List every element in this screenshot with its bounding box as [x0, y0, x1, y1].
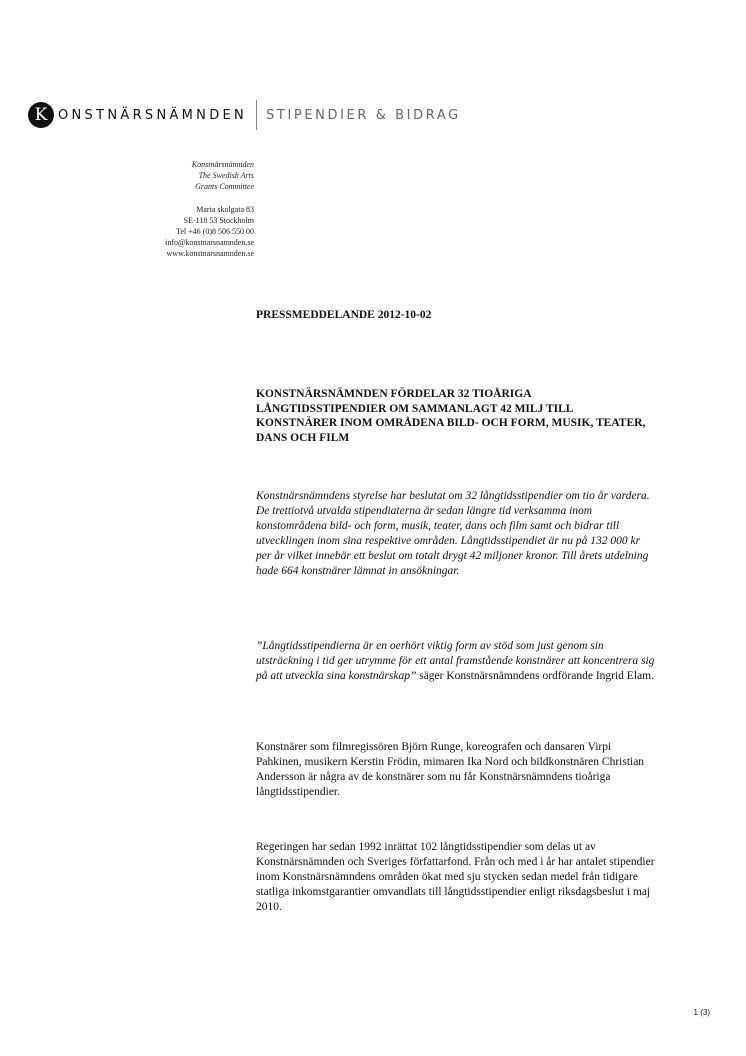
page-number: 1 (3) [693, 1008, 710, 1017]
lead-paragraph: Konstnärsnämndens styrelse har beslutat om 32 långtidsstipendier om tio år vardera. De trettiotvå utvalda stipendiaterna är sedan längre tid verksamma inom konstområdena bild- och form, musik, teater, dans och film samt och bidrar till utvecklingen inom sina respektive områden. Långtidsstipendiet är nu på 132 000 kr per år vilket innebär ett beslut om totalt drygt 42 miljoner kronor. Till årets utdelning hade 664 konstnärer lämnat in ansökningar. [256, 490, 650, 577]
address-gap [165, 192, 254, 204]
logo [28, 100, 461, 130]
address-postal: SE-118 53 Stockholm [183, 216, 254, 225]
org-name-sv: Konstnärsnämnden [191, 160, 254, 169]
paragraph-government: Regeringen har sedan 1992 inrättat 102 långtidsstipendier som delas ut av Konstnärsnämnden och Sveriges författarfond. Från och med i år har antalet stipendier inom Konstnärsnämndens områden ökat med sju stycken sedan medel från tidigare statliga inkomstgarantier omvandlats till långtidsstipendier enligt riksdagsbeslut i maj 2010. [256, 841, 655, 913]
logo-divider [256, 100, 257, 130]
org-name-en-2: Grants Committee [195, 182, 254, 191]
address-street: Maria skolgata 83 [196, 205, 254, 214]
press-release-label: PRESSMEDDELANDE 2012-10-02 [256, 309, 432, 321]
quote-text: ”Långtidsstipendierna är en oerhört viktig form av stöd som just genom sin utsträckning i tid ger utrymme för ett antal framstående konstnärer att koncentrera sig på att utveckla sina konstnärskap” [256, 640, 655, 682]
address-email[interactable]: info@konstnarsnamnden.se [165, 238, 254, 247]
logo-k-circle: K [28, 102, 54, 128]
headline: KONSTNÄRSNÄMNDEN FÖRDELAR 32 TIOÅRIGA LÅNGTIDSSTIPENDIER OM SAMMANLAGT 42 MILJ TILL KONSTNÄRER INOM OMRÅDENA BILD- OCH FORM, MUSIK, TEATER, DANS OCH FILM [256, 388, 646, 444]
logo-name: ONSTNÄRSNÄMNDEN [58, 107, 248, 123]
org-name-en-1: The Swedish Arts [198, 171, 254, 180]
quote-paragraph [256, 639, 656, 684]
logo-tagline: STIPENDIER & BIDRAG [266, 107, 461, 123]
address-phone: Tel +46 (0)8 506 550 00 [176, 227, 254, 236]
quote-attribution: säger Konstnärsnämndens ordförande Ingrid Elam. [416, 670, 654, 682]
address-web[interactable]: www.konstnarsnamnden.se [166, 249, 254, 258]
paragraph-artists: Konstnärer som filmregissören Björn Runge, koreografen och dansaren Virpi Pahkinen, musikern Kerstin Frödin, mimaren Ika Nord och bildkonstnären Christian Andersson är några av de konstnärer som nu får Konstnärsnämndens tioåriga långtidsstipendier. [256, 741, 645, 798]
address-block [165, 159, 254, 259]
